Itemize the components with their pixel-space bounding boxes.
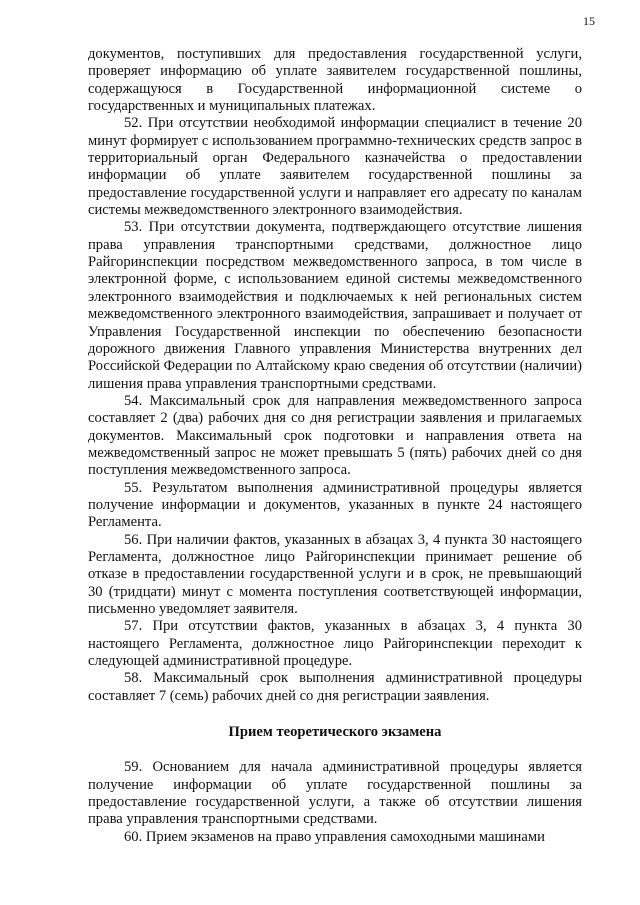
paragraph-58: 58. Максимальный срок выполнения административной процедуры составляет 7 (семь) рабочих дней со дня регистрации заявления.: [88, 670, 582, 704]
section-heading: Прием теоретического экзамена: [228, 724, 442, 741]
paragraph-55: 55. Результатом выполнения административной процедуры является получение информации и документов, указанных в пункте 24 настоящего Регламента.: [88, 479, 582, 531]
paragraph-52: 52. При отсутствии необходимой информации специалист в течение 20 минут формирует с использованием программно-технических средств запрос в территориальный орган Федерального казначейства о предоставлении информации об уплате заявителем государственной пошлины за предоставление государственной услуги и направляет его адресату по каналам системы межведомственного электронного взаимодействия.: [88, 115, 582, 219]
paragraph-60: 60. Прием экзаменов на право управления самоходными машинами: [124, 828, 545, 845]
document-body: [88, 46, 582, 846]
paragraph-54: 54. Максимальный срок для направления межведомственного запроса составляет 2 (два) рабочих дня со дня регистрации заявления и прилагаемых документов. Максимальный срок подготовки и направления ответа на межведомственный запрос не может превышать 5 (пять) рабочих дней со дня поступления межведомственного запроса.: [88, 392, 582, 479]
paragraph-53: 53. При отсутствии документа, подтверждающего отсутствие лишения права управления транспортными средствами, должностное лицо Райгоринспекции посредством межведомственного запроса, в том числе в электронной форме, с использованием единой системы межведомственного электронного взаимодействия и подключаемых к ней региональных систем межведомственного электронного взаимодействия, запрашивает и получает от Управления Государственной инспекции по обеспечению безопасности дорожного движения Главного управления Министерства внутренних дел Российской Федерации по Алтайскому краю сведения об отсутствии (наличии) лишения права управления транспортными средствами.: [88, 219, 582, 392]
paragraph-56: 56. При наличии фактов, указанных в абзацах 3, 4 пункта 30 настоящего Регламента, должностное лицо Райгоринспекции принимает решение об отказе в предоставлении государственной услуги и в срок, не превышающий 30 (тридцати) минут с момента поступления соответствующей информации, письменно уведомляет заявителя.: [88, 531, 582, 617]
paragraph-57: 57. При отсутствии фактов, указанных в абзацах 3, 4 пункта 30 настоящего Регламента, должностное лицо Райгоринспекции переходит к следующей административной процедуре.: [88, 618, 582, 670]
page-number: 15: [583, 14, 595, 28]
paragraph-59: 59. Основанием для начала административной процедуры является получение информации об уплате государственной пошлины за предоставление государственной услуги, а также об отсутствии лишения права управления транспортными средствами.: [88, 759, 582, 828]
paragraph-continuation: документов, поступивших для предоставления государственной услуги, проверяет информацию об уплате заявителем государственной пошлины, содержащуюся в Государственной информационной системе о государственных и муниципальных платежах.: [88, 46, 582, 115]
